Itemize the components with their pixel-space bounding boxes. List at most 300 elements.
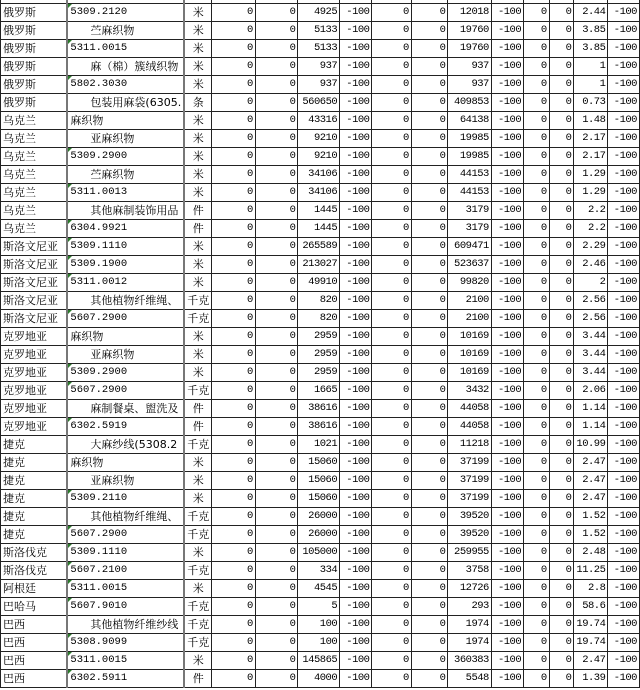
cell-unit[interactable]: 米 (184, 130, 212, 148)
cell-col-f[interactable]: 9210 (298, 148, 340, 166)
cell-col-e[interactable]: 0 (255, 22, 298, 40)
cell-country[interactable]: 乌克兰 (1, 220, 68, 238)
cell-col-d[interactable]: 0 (212, 490, 256, 508)
cell-col-n[interactable]: 2.29 (574, 238, 608, 256)
cell-col-o[interactable]: -100 (608, 148, 640, 166)
cell-col-o[interactable]: -100 (608, 4, 640, 22)
cell-col-i[interactable]: 0 (411, 130, 448, 148)
cell-col-m[interactable]: 0 (549, 292, 574, 310)
cell-product[interactable]: 麻织物 (67, 454, 184, 472)
cell-col-o[interactable]: -100 (608, 256, 640, 274)
cell-col-j[interactable]: 44153 (448, 184, 491, 202)
cell-col-d[interactable]: 0 (212, 238, 256, 256)
cell-product[interactable]: 苎麻织物 (67, 22, 184, 40)
cell-col-e[interactable]: 0 (255, 94, 298, 112)
cell-col-i[interactable]: 0 (411, 454, 448, 472)
cell-col-k[interactable]: -100 (491, 292, 523, 310)
cell-col-k[interactable]: -100 (491, 220, 523, 238)
cell-col-f[interactable]: 4000 (298, 670, 340, 688)
cell-country[interactable]: 俄罗斯 (1, 58, 68, 76)
cell-col-g[interactable]: -100 (340, 418, 372, 436)
cell-col-l[interactable]: 0 (524, 94, 550, 112)
cell-col-e[interactable]: 0 (255, 490, 298, 508)
cell-col-h[interactable]: 0 (372, 238, 411, 256)
cell-col-f[interactable]: 1445 (298, 220, 340, 238)
cell-col-e[interactable]: 0 (255, 616, 298, 634)
cell-col-n[interactable]: 10.99 (574, 436, 608, 454)
cell-col-d[interactable]: 0 (212, 94, 256, 112)
cell-col-g[interactable]: -100 (340, 634, 372, 652)
cell-col-d[interactable]: 0 (212, 544, 256, 562)
cell-col-i[interactable]: 0 (411, 40, 448, 58)
cell-col-o[interactable]: -100 (608, 274, 640, 292)
cell-col-k[interactable]: -100 (491, 130, 523, 148)
cell-country[interactable]: 巴西 (1, 670, 68, 688)
cell-col-k[interactable]: -100 (491, 310, 523, 328)
cell-col-f[interactable]: 15060 (298, 472, 340, 490)
cell-col-d[interactable]: 0 (212, 202, 256, 220)
cell-col-k[interactable]: -100 (491, 166, 523, 184)
cell-product[interactable]: 麻织物 (67, 112, 184, 130)
cell-col-j[interactable]: 2100 (448, 310, 491, 328)
cell-col-d[interactable]: 0 (212, 598, 256, 616)
cell-col-f[interactable]: 38616 (298, 400, 340, 418)
cell-col-m[interactable]: 0 (549, 562, 574, 580)
cell-col-d[interactable]: 0 (212, 310, 256, 328)
cell-col-e[interactable]: 0 (255, 418, 298, 436)
cell-col-e[interactable]: 0 (255, 256, 298, 274)
cell-col-i[interactable]: 0 (411, 472, 448, 490)
cell-col-j[interactable]: 44058 (448, 418, 491, 436)
cell-product[interactable]: 其他植物纤维绳、 (67, 292, 184, 310)
cell-col-f[interactable]: 265589 (298, 238, 340, 256)
cell-country[interactable]: 俄罗斯 (1, 40, 68, 58)
cell-unit[interactable]: 米 (184, 112, 212, 130)
cell-col-g[interactable]: -100 (340, 58, 372, 76)
cell-col-n[interactable]: 0.73 (574, 94, 608, 112)
cell-col-l[interactable]: 0 (524, 670, 550, 688)
cell-col-n[interactable]: 2.2 (574, 220, 608, 238)
cell-col-i[interactable]: 0 (411, 94, 448, 112)
cell-product[interactable]: 5309.2120 (67, 4, 184, 22)
cell-col-j[interactable]: 2100 (448, 292, 491, 310)
cell-col-m[interactable]: 0 (549, 184, 574, 202)
cell-col-d[interactable]: 0 (212, 130, 256, 148)
cell-col-o[interactable]: -100 (608, 472, 640, 490)
cell-col-n[interactable]: 1 (574, 76, 608, 94)
cell-unit[interactable]: 米 (184, 256, 212, 274)
cell-country[interactable]: 斯洛伐克 (1, 544, 68, 562)
cell-col-o[interactable]: -100 (608, 616, 640, 634)
cell-col-j[interactable]: 19760 (448, 22, 491, 40)
cell-col-m[interactable]: 0 (549, 580, 574, 598)
cell-col-k[interactable]: -100 (491, 256, 523, 274)
cell-col-g[interactable]: -100 (340, 562, 372, 580)
cell-col-f[interactable]: 820 (298, 310, 340, 328)
cell-col-i[interactable]: 0 (411, 166, 448, 184)
cell-col-n[interactable]: 3.85 (574, 22, 608, 40)
cell-col-l[interactable]: 0 (524, 292, 550, 310)
cell-col-g[interactable]: -100 (340, 616, 372, 634)
cell-col-g[interactable]: -100 (340, 526, 372, 544)
cell-col-i[interactable]: 0 (411, 292, 448, 310)
cell-unit[interactable]: 米 (184, 40, 212, 58)
cell-col-k[interactable]: -100 (491, 328, 523, 346)
cell-col-n[interactable]: 3.44 (574, 328, 608, 346)
cell-unit[interactable]: 件 (184, 670, 212, 688)
cell-col-h[interactable]: 0 (372, 40, 411, 58)
cell-col-h[interactable]: 0 (372, 346, 411, 364)
cell-col-e[interactable]: 0 (255, 76, 298, 94)
cell-unit[interactable]: 件 (184, 418, 212, 436)
cell-col-n[interactable]: 1.39 (574, 670, 608, 688)
cell-col-i[interactable]: 0 (411, 544, 448, 562)
cell-col-l[interactable]: 0 (524, 310, 550, 328)
cell-col-g[interactable]: -100 (340, 184, 372, 202)
cell-col-h[interactable]: 0 (372, 310, 411, 328)
cell-col-l[interactable]: 0 (524, 130, 550, 148)
cell-col-i[interactable]: 0 (411, 4, 448, 22)
cell-col-n[interactable]: 2.47 (574, 652, 608, 670)
cell-col-e[interactable]: 0 (255, 472, 298, 490)
cell-col-o[interactable]: -100 (608, 670, 640, 688)
cell-col-d[interactable]: 0 (212, 292, 256, 310)
cell-col-o[interactable]: -100 (608, 220, 640, 238)
cell-product[interactable]: 5607.2100 (67, 562, 184, 580)
cell-col-k[interactable]: -100 (491, 526, 523, 544)
cell-unit[interactable]: 千克 (184, 310, 212, 328)
cell-col-g[interactable]: -100 (340, 328, 372, 346)
cell-col-k[interactable]: -100 (491, 94, 523, 112)
cell-col-j[interactable]: 10169 (448, 346, 491, 364)
cell-col-m[interactable]: 0 (549, 310, 574, 328)
cell-unit[interactable]: 米 (184, 580, 212, 598)
cell-col-e[interactable]: 0 (255, 184, 298, 202)
cell-country[interactable]: 乌克兰 (1, 130, 68, 148)
cell-col-g[interactable]: -100 (340, 22, 372, 40)
cell-col-g[interactable]: -100 (340, 76, 372, 94)
cell-col-e[interactable]: 0 (255, 562, 298, 580)
cell-col-h[interactable]: 0 (372, 436, 411, 454)
cell-unit[interactable]: 千克 (184, 526, 212, 544)
cell-col-o[interactable]: -100 (608, 418, 640, 436)
cell-country[interactable]: 斯洛文尼亚 (1, 310, 68, 328)
cell-country[interactable]: 捷克 (1, 436, 68, 454)
cell-unit[interactable]: 米 (184, 148, 212, 166)
cell-col-h[interactable]: 0 (372, 400, 411, 418)
cell-unit[interactable]: 件 (184, 400, 212, 418)
cell-col-l[interactable]: 0 (524, 22, 550, 40)
cell-col-o[interactable]: -100 (608, 112, 640, 130)
cell-col-i[interactable]: 0 (411, 400, 448, 418)
cell-col-g[interactable]: -100 (340, 490, 372, 508)
cell-product[interactable]: 6302.5911 (67, 670, 184, 688)
cell-col-d[interactable]: 0 (212, 364, 256, 382)
cell-unit[interactable]: 千克 (184, 382, 212, 400)
cell-country[interactable]: 乌克兰 (1, 112, 68, 130)
cell-col-f[interactable]: 145865 (298, 652, 340, 670)
cell-col-n[interactable]: 2.56 (574, 292, 608, 310)
cell-col-o[interactable]: -100 (608, 562, 640, 580)
cell-country[interactable]: 俄罗斯 (1, 22, 68, 40)
cell-col-d[interactable]: 0 (212, 274, 256, 292)
cell-unit[interactable]: 千克 (184, 562, 212, 580)
cell-col-g[interactable]: -100 (340, 454, 372, 472)
cell-col-f[interactable]: 100 (298, 616, 340, 634)
cell-country[interactable]: 克罗地亚 (1, 400, 68, 418)
cell-col-m[interactable]: 0 (549, 4, 574, 22)
cell-col-d[interactable]: 0 (212, 112, 256, 130)
cell-col-g[interactable]: -100 (340, 292, 372, 310)
cell-col-i[interactable]: 0 (411, 58, 448, 76)
cell-col-f[interactable]: 100 (298, 634, 340, 652)
cell-product[interactable]: 麻织物 (67, 328, 184, 346)
cell-col-f[interactable]: 5133 (298, 22, 340, 40)
cell-col-f[interactable]: 105000 (298, 544, 340, 562)
cell-col-o[interactable]: -100 (608, 634, 640, 652)
cell-col-m[interactable]: 0 (549, 652, 574, 670)
cell-country[interactable]: 巴西 (1, 634, 68, 652)
cell-col-e[interactable]: 0 (255, 508, 298, 526)
cell-col-k[interactable]: -100 (491, 148, 523, 166)
cell-product[interactable]: 亚麻织物 (67, 130, 184, 148)
cell-col-o[interactable]: -100 (608, 22, 640, 40)
cell-product[interactable]: 5607.2900 (67, 526, 184, 544)
cell-col-l[interactable]: 0 (524, 346, 550, 364)
cell-col-f[interactable]: 2959 (298, 346, 340, 364)
cell-col-m[interactable]: 0 (549, 148, 574, 166)
cell-unit[interactable]: 米 (184, 274, 212, 292)
cell-col-h[interactable]: 0 (372, 202, 411, 220)
cell-country[interactable]: 斯洛文尼亚 (1, 256, 68, 274)
cell-col-e[interactable]: 0 (255, 400, 298, 418)
cell-col-d[interactable]: 0 (212, 562, 256, 580)
cell-col-m[interactable]: 0 (549, 76, 574, 94)
cell-col-d[interactable]: 0 (212, 652, 256, 670)
cell-country[interactable]: 巴西 (1, 616, 68, 634)
cell-col-d[interactable]: 0 (212, 220, 256, 238)
cell-col-e[interactable]: 0 (255, 580, 298, 598)
cell-col-e[interactable]: 0 (255, 166, 298, 184)
cell-col-m[interactable]: 0 (549, 58, 574, 76)
cell-col-l[interactable]: 0 (524, 148, 550, 166)
cell-col-g[interactable]: -100 (340, 580, 372, 598)
cell-unit[interactable]: 千克 (184, 634, 212, 652)
cell-col-g[interactable]: -100 (340, 202, 372, 220)
cell-col-m[interactable]: 0 (549, 256, 574, 274)
cell-col-j[interactable]: 37199 (448, 454, 491, 472)
cell-col-j[interactable]: 609471 (448, 238, 491, 256)
cell-col-l[interactable]: 0 (524, 616, 550, 634)
cell-col-i[interactable]: 0 (411, 256, 448, 274)
cell-col-h[interactable]: 0 (372, 526, 411, 544)
cell-unit[interactable]: 千克 (184, 508, 212, 526)
cell-col-e[interactable]: 0 (255, 148, 298, 166)
cell-col-m[interactable]: 0 (549, 40, 574, 58)
cell-col-d[interactable]: 0 (212, 634, 256, 652)
cell-col-m[interactable]: 0 (549, 436, 574, 454)
cell-unit[interactable]: 米 (184, 490, 212, 508)
cell-country[interactable]: 乌克兰 (1, 166, 68, 184)
cell-col-d[interactable]: 0 (212, 328, 256, 346)
cell-col-i[interactable]: 0 (411, 616, 448, 634)
cell-col-f[interactable]: 820 (298, 292, 340, 310)
cell-col-k[interactable]: -100 (491, 22, 523, 40)
cell-col-l[interactable]: 0 (524, 382, 550, 400)
cell-product[interactable]: 5607.2900 (67, 310, 184, 328)
cell-col-j[interactable]: 44058 (448, 400, 491, 418)
cell-col-j[interactable]: 259955 (448, 544, 491, 562)
cell-col-f[interactable]: 15060 (298, 490, 340, 508)
cell-col-j[interactable]: 19985 (448, 148, 491, 166)
cell-col-n[interactable]: 3.44 (574, 364, 608, 382)
cell-unit[interactable]: 米 (184, 4, 212, 22)
cell-product[interactable]: 其他麻制装饰用品 (67, 202, 184, 220)
cell-product[interactable]: 亚麻织物 (67, 472, 184, 490)
cell-col-k[interactable]: -100 (491, 202, 523, 220)
cell-col-j[interactable]: 64138 (448, 112, 491, 130)
cell-col-e[interactable]: 0 (255, 274, 298, 292)
cell-col-d[interactable]: 0 (212, 418, 256, 436)
cell-col-h[interactable]: 0 (372, 508, 411, 526)
cell-product[interactable]: 5607.9010 (67, 598, 184, 616)
cell-col-l[interactable]: 0 (524, 40, 550, 58)
cell-col-n[interactable]: 2.46 (574, 256, 608, 274)
cell-col-j[interactable]: 39520 (448, 526, 491, 544)
cell-col-h[interactable]: 0 (372, 364, 411, 382)
cell-col-e[interactable]: 0 (255, 58, 298, 76)
cell-col-m[interactable]: 0 (549, 400, 574, 418)
cell-unit[interactable]: 米 (184, 238, 212, 256)
cell-col-g[interactable]: -100 (340, 508, 372, 526)
cell-col-o[interactable]: -100 (608, 580, 640, 598)
cell-col-h[interactable]: 0 (372, 580, 411, 598)
cell-country[interactable]: 捷克 (1, 454, 68, 472)
cell-col-d[interactable]: 0 (212, 256, 256, 274)
cell-col-g[interactable]: -100 (340, 436, 372, 454)
cell-col-g[interactable]: -100 (340, 148, 372, 166)
cell-col-m[interactable]: 0 (549, 166, 574, 184)
cell-col-m[interactable]: 0 (549, 598, 574, 616)
cell-unit[interactable]: 米 (184, 652, 212, 670)
cell-col-i[interactable]: 0 (411, 490, 448, 508)
cell-col-h[interactable]: 0 (372, 76, 411, 94)
cell-product[interactable]: 包装用麻袋(6305. (67, 94, 184, 112)
cell-col-m[interactable]: 0 (549, 346, 574, 364)
cell-unit[interactable]: 米 (184, 364, 212, 382)
cell-col-g[interactable]: -100 (340, 310, 372, 328)
cell-col-e[interactable]: 0 (255, 202, 298, 220)
cell-col-k[interactable]: -100 (491, 382, 523, 400)
cell-col-h[interactable]: 0 (372, 670, 411, 688)
cell-col-l[interactable]: 0 (524, 112, 550, 130)
cell-col-i[interactable]: 0 (411, 22, 448, 40)
cell-col-j[interactable]: 1974 (448, 634, 491, 652)
cell-col-m[interactable]: 0 (549, 526, 574, 544)
cell-col-d[interactable]: 0 (212, 400, 256, 418)
cell-col-l[interactable]: 0 (524, 202, 550, 220)
cell-col-l[interactable]: 0 (524, 4, 550, 22)
cell-col-l[interactable]: 0 (524, 274, 550, 292)
cell-col-i[interactable]: 0 (411, 346, 448, 364)
cell-col-e[interactable]: 0 (255, 40, 298, 58)
cell-unit[interactable]: 米 (184, 166, 212, 184)
cell-col-f[interactable]: 2959 (298, 328, 340, 346)
cell-col-k[interactable]: -100 (491, 454, 523, 472)
cell-col-k[interactable]: -100 (491, 346, 523, 364)
cell-col-m[interactable]: 0 (549, 454, 574, 472)
cell-col-l[interactable]: 0 (524, 238, 550, 256)
cell-product[interactable]: 6302.5919 (67, 418, 184, 436)
cell-col-o[interactable]: -100 (608, 166, 640, 184)
cell-col-f[interactable]: 937 (298, 58, 340, 76)
cell-col-g[interactable]: -100 (340, 652, 372, 670)
cell-col-k[interactable]: -100 (491, 364, 523, 382)
cell-product[interactable]: 苎麻织物 (67, 166, 184, 184)
cell-col-h[interactable]: 0 (372, 544, 411, 562)
cell-col-i[interactable]: 0 (411, 580, 448, 598)
cell-col-n[interactable]: 19.74 (574, 616, 608, 634)
cell-unit[interactable]: 米 (184, 22, 212, 40)
cell-col-n[interactable]: 2.8 (574, 580, 608, 598)
cell-col-j[interactable]: 937 (448, 58, 491, 76)
cell-country[interactable]: 斯洛文尼亚 (1, 274, 68, 292)
cell-col-l[interactable]: 0 (524, 580, 550, 598)
cell-col-i[interactable]: 0 (411, 508, 448, 526)
cell-col-n[interactable]: 2.17 (574, 148, 608, 166)
cell-col-j[interactable]: 1974 (448, 616, 491, 634)
cell-col-j[interactable]: 5548 (448, 670, 491, 688)
cell-col-n[interactable]: 1.29 (574, 166, 608, 184)
cell-col-g[interactable]: -100 (340, 238, 372, 256)
cell-col-n[interactable]: 1.52 (574, 526, 608, 544)
cell-col-e[interactable]: 0 (255, 238, 298, 256)
cell-col-g[interactable]: -100 (340, 400, 372, 418)
cell-col-h[interactable]: 0 (372, 598, 411, 616)
cell-col-e[interactable]: 0 (255, 4, 298, 22)
cell-col-l[interactable]: 0 (524, 58, 550, 76)
cell-col-j[interactable]: 409853 (448, 94, 491, 112)
cell-col-m[interactable]: 0 (549, 418, 574, 436)
cell-col-i[interactable]: 0 (411, 148, 448, 166)
cell-col-k[interactable]: -100 (491, 634, 523, 652)
cell-col-k[interactable]: -100 (491, 508, 523, 526)
cell-col-n[interactable]: 2 (574, 274, 608, 292)
cell-product[interactable]: 麻制餐桌、盥洗及 (67, 400, 184, 418)
cell-col-j[interactable]: 937 (448, 76, 491, 94)
cell-col-k[interactable]: -100 (491, 400, 523, 418)
cell-country[interactable]: 捷克 (1, 490, 68, 508)
cell-col-d[interactable]: 0 (212, 526, 256, 544)
cell-col-h[interactable]: 0 (372, 490, 411, 508)
cell-col-d[interactable]: 0 (212, 4, 256, 22)
cell-product[interactable]: 5308.9099 (67, 634, 184, 652)
cell-col-k[interactable]: -100 (491, 580, 523, 598)
cell-country[interactable]: 阿根廷 (1, 580, 68, 598)
cell-col-n[interactable]: 1.48 (574, 112, 608, 130)
cell-col-g[interactable]: -100 (340, 256, 372, 274)
cell-col-f[interactable]: 26000 (298, 526, 340, 544)
cell-product[interactable]: 5311.0012 (67, 274, 184, 292)
cell-col-h[interactable]: 0 (372, 58, 411, 76)
cell-col-l[interactable]: 0 (524, 598, 550, 616)
cell-col-l[interactable]: 0 (524, 328, 550, 346)
cell-unit[interactable]: 条 (184, 94, 212, 112)
cell-col-m[interactable]: 0 (549, 130, 574, 148)
cell-country[interactable]: 捷克 (1, 526, 68, 544)
cell-col-h[interactable]: 0 (372, 112, 411, 130)
cell-col-d[interactable]: 0 (212, 508, 256, 526)
